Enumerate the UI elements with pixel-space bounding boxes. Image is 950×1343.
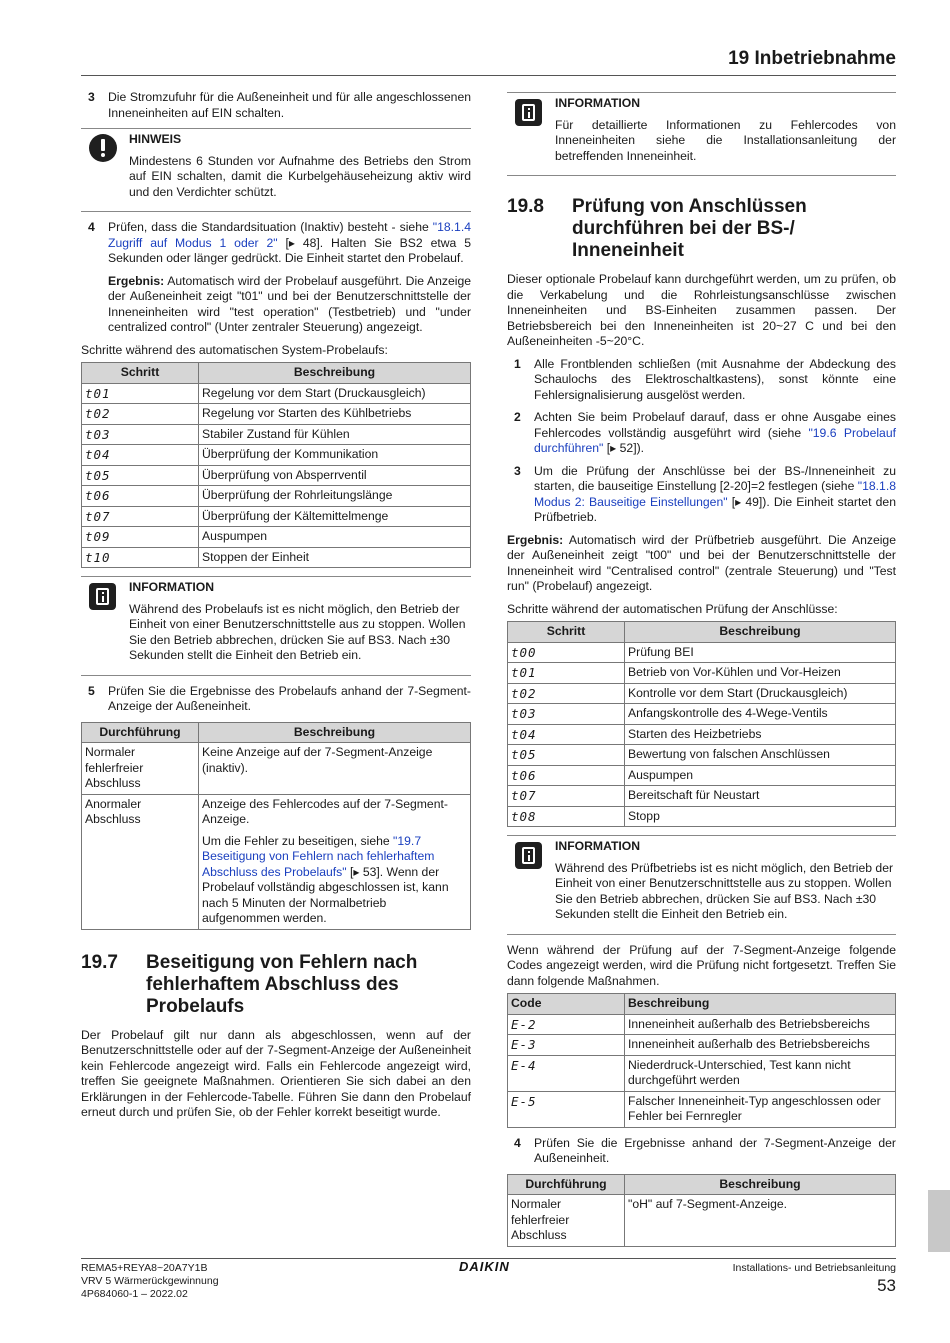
code-cell: E-4 (508, 1055, 625, 1091)
table-cell: Normaler fehlerfreier Abschluss (508, 1195, 625, 1247)
description-cell: Betrieb von Vor-Kühlen und Vor-Heizen (625, 663, 896, 684)
table-header: Schritt (508, 622, 625, 643)
step-text: Prüfen Sie die Ergebnisse anhand der 7-Segment-Anzeige der Außeneinheit. (534, 1135, 896, 1165)
code-cell: t00 (508, 642, 625, 663)
table-row (82, 465, 471, 486)
warning-icon (89, 134, 117, 162)
step-number: 4 (88, 220, 95, 234)
link-19-6[interactable]: "19.6 Probelauf durchführen" (534, 425, 897, 455)
code-cell: E-5 (508, 1091, 625, 1127)
table-row (508, 786, 896, 807)
check-results-table (507, 1174, 896, 1247)
table-header: Beschreibung (625, 622, 896, 643)
step-text (534, 464, 896, 526)
code-cell: t05 (508, 745, 625, 766)
table-row (508, 1195, 896, 1247)
description-cell: Überprüfung der Kältemittelmenge (199, 506, 471, 527)
link-18-1-4[interactable]: "18.1.4 Zugriff auf Modus 1 oder 2" (108, 220, 471, 250)
table-row (508, 724, 896, 745)
table-header: Beschreibung (625, 1174, 896, 1195)
table-intro: Schritte während der automatischen Prüfung der Anschlüsse: (507, 601, 838, 616)
step-3 (507, 464, 896, 526)
section-number: 19.8 (507, 196, 544, 217)
table-cell (199, 794, 471, 929)
description-cell: Prüfung BEI (625, 642, 896, 663)
ergebnis-label: Ergebnis: (108, 273, 165, 288)
description-cell: Überprüfung von Absperrventil (199, 465, 471, 486)
link-19-7[interactable]: "19.7 Beseitigung von Fehlern nach fehlerhaftem Abschluss des Probelaufs" (202, 833, 435, 879)
step-number: 2 (514, 410, 521, 424)
table-cell: Normaler fehlerfreier Abschluss (82, 743, 199, 795)
table-row (82, 506, 471, 527)
table-header: Beschreibung (625, 994, 896, 1015)
step-4 (507, 1136, 896, 1167)
code-cell: E-3 (508, 1035, 625, 1056)
code-cell: t08 (508, 806, 625, 827)
step-4 (81, 220, 471, 267)
step-text: Die Stromzufuhr für die Außeneinheit und für alle angeschlossenen Inneneinheiten auf EIN schalten. (108, 90, 471, 120)
ergebnis-label: Ergebnis: (507, 532, 564, 547)
description-cell: Überprüfung der Rohrleitungslänge (199, 486, 471, 507)
page-header-title: 19 Inbetriebnahme (728, 48, 896, 69)
description-cell: Bewertung von falschen Anschlüssen (625, 745, 896, 766)
description-cell: Anfangskontrolle des 4-Wege-Ventils (625, 704, 896, 725)
hinweis-box (81, 128, 471, 212)
text-span: [▸ 49]). Die Einheit startet den Prüfbetrieb. (534, 494, 896, 524)
step-number: 4 (514, 1135, 521, 1150)
description-cell: Starten des Heizbetriebs (625, 724, 896, 745)
description-cell: Regelung vor Starten des Kühlbetriebs (199, 404, 471, 425)
text-span: [▸ 52]). (603, 441, 645, 455)
table-row (508, 683, 896, 704)
description-cell: Niederdruck-Unterschied, Test kann nicht durchgeführt werden (625, 1055, 896, 1091)
table-header: Schritt (82, 363, 199, 384)
step-text: Prüfen Sie die Ergebnisse des Probelaufs anhand der 7-Segment-Anzeige der Außeneinheit. (108, 683, 471, 713)
footer-model: REMA5+REYA8~20A7Y1B (81, 1262, 208, 1274)
text-span: [▸ 48]. Halten Sie BS2 etwa 5 Sekunden oder länger gedrückt. Die Einheit startet den Probelauf. (108, 235, 471, 265)
note-text: Während des Prüfbetriebs ist es nicht möglich, den Betrieb der Einheit von einer Benutzerschnittstelle aus zu stoppen. Wollen Sie den Betrieb abbrechen, drücken Sie auf BS3. Nach ±30 Sekunden stellt die Einheit den Betrieb ein. (555, 860, 894, 921)
table-row (508, 806, 896, 827)
note-title: INFORMATION (555, 839, 641, 853)
cell-text: Anzeige des Fehlercodes auf der 7-Segment-Anzeige. (202, 796, 448, 826)
information-box (507, 92, 896, 176)
table-row (508, 1055, 896, 1091)
footer-doc-title: Installations- und Betriebsanleitung (732, 1262, 896, 1274)
left-column (81, 90, 471, 1128)
table-header: Durchführung (82, 722, 199, 743)
code-cell: t06 (82, 486, 199, 507)
table-cell: Keine Anzeige auf der 7-Segment-Anzeige (inaktiv). (199, 743, 471, 795)
note-text: Für detaillierte Informationen zu Fehlercodes von Inneneinheiten siehe die Installationsanleitung der betreffenden Inneneinheit. (555, 117, 896, 163)
code-cell: t03 (82, 424, 199, 445)
table-header: Code (508, 994, 625, 1015)
code-cell: t02 (508, 683, 625, 704)
table-row (508, 1014, 896, 1035)
codes-intro: Wenn während der Prüfung auf der 7-Segment-Anzeige folgende Codes angezeigt werden, wird die Prüfung nicht fortgesetzt. Treffen Sie dann folgende Maßnahmen. (507, 942, 896, 988)
description-cell: Bereitschaft für Neustart (625, 786, 896, 807)
step-2 (507, 410, 896, 457)
table-cell: "oH" auf 7-Segment-Anzeige. (625, 1195, 896, 1247)
section-title: Beseitigung von Fehlern nach fehlerhaftem Abschluss des Probelaufs (146, 951, 418, 1017)
step-3 (81, 90, 471, 121)
step-number: 1 (514, 356, 521, 371)
right-column (507, 92, 896, 1255)
text-span: Achten Sie beim Probelauf darauf, dass er ohne Ausgabe eines Fehlercodes vollständig ausgeführt wird (siehe (534, 410, 896, 440)
ergebnis-text: Automatisch wird der Prüfbetrieb ausgeführt. Die Anzeige der Außeneinheit zeigt "t00" und bei der Benutzerschnittstelle der Inneneinheit wird "Centralised control" (zentrale Steuerung) und "Test run" (Probelauf) angezeigt. (507, 532, 896, 593)
table-cell: Anormaler Abschluss (82, 794, 199, 929)
table-intro: Schritte während des automatischen System-Probelaufs: (81, 342, 388, 357)
table-row (82, 743, 471, 795)
table-row (508, 704, 896, 725)
section-heading-19-7 (81, 952, 471, 1018)
note-title: INFORMATION (129, 580, 215, 594)
note-text: Mindestens 6 Stunden vor Aufnahme des Betriebs den Strom auf EIN schalten, damit die Kurbelgehäuseheizung aktiv wird und den Verdichter schützt. (129, 153, 471, 199)
check-steps-table (507, 621, 896, 827)
section-text: Dieser optionale Probelauf kann durchgeführt werden, um zu prüfen, ob die Verkabelung und die Rohrleistungsanschlüsse zwischen Inneneinheiten und BS-Einheiten zusammen passen. Der Betriebsbereich bei den Inneneinheiten ist 20~27 C und bei den Außeneinheiten -5~20°C. (507, 272, 896, 348)
text-span: Um die Prüfung der Anschlüsse bei der BS-/Inneneinheit zu starten, die bauseitige Einstellung [2-20]=2 festlegen (siehe (534, 463, 896, 493)
table-row (82, 383, 471, 404)
table-row (82, 547, 471, 568)
table-row (508, 765, 896, 786)
text-span: [▸ 53]. Wenn der Probelauf vollständig abgeschlossen ist, kann nach 5 Minuten der Normalbetrieb aufgenommen werden. (202, 864, 449, 925)
code-cell: t05 (82, 465, 199, 486)
code-cell: t04 (82, 445, 199, 466)
description-cell: Überprüfung der Kommunikation (199, 445, 471, 466)
code-cell: t06 (508, 765, 625, 786)
description-cell: Regelung vor dem Start (Druckausgleich) (199, 383, 471, 404)
results-table (81, 722, 471, 930)
information-box (507, 835, 896, 935)
step-1 (507, 357, 896, 404)
table-row (508, 642, 896, 663)
description-cell: Stopp (625, 806, 896, 827)
section-heading-19-8 (507, 196, 896, 262)
table-row (508, 663, 896, 684)
note-title: INFORMATION (555, 96, 641, 110)
code-cell: t01 (82, 383, 199, 404)
daikin-logo: DAIKIN (459, 1259, 510, 1274)
note-text: Während des Probelaufs ist es nicht möglich, den Betrieb der Einheit von einer Benutzerschnittstelle aus zu stoppen. Wollen Sie den Betrieb abbrechen, drücken Sie auf BS3. Nach ±30 Sekunden stellt die Einheit den Betrieb ein. (129, 601, 466, 662)
ergebnis-paragraph (507, 533, 896, 595)
code-cell: t07 (508, 786, 625, 807)
info-icon (515, 99, 542, 126)
description-cell: Falscher Inneneinheit-Typ angeschlossen oder Fehler bei Fernregler (625, 1091, 896, 1127)
code-cell: t09 (82, 527, 199, 548)
text-span: Um die Fehler zu beseitigen, siehe (202, 833, 394, 848)
footer-docnum: 4P684060-1 – 2022.02 (81, 1288, 188, 1300)
code-cell: t02 (82, 404, 199, 425)
code-cell: t03 (508, 704, 625, 725)
code-cell: t04 (508, 724, 625, 745)
description-cell: Auspumpen (625, 765, 896, 786)
description-cell: Stabiler Zustand für Kühlen (199, 424, 471, 445)
page-number: 53 (877, 1276, 896, 1295)
step-number: 3 (88, 90, 95, 104)
code-cell: t01 (508, 663, 625, 684)
table-row (82, 424, 471, 445)
information-box (81, 576, 471, 676)
info-icon (515, 842, 542, 869)
footer-left (81, 1262, 219, 1301)
info-icon (89, 583, 116, 610)
code-cell: E-2 (508, 1014, 625, 1035)
footer-product: VRV 5 Wärmerückgewinnung (81, 1275, 219, 1287)
step-number: 5 (88, 683, 95, 698)
table-header: Beschreibung (199, 363, 471, 384)
description-cell: Inneneinheit außerhalb des Betriebsbereichs (625, 1014, 896, 1035)
cell-text (202, 834, 467, 927)
error-codes-table (507, 993, 896, 1128)
step-5 (81, 684, 471, 715)
note-title: HINWEIS (129, 132, 182, 146)
code-cell: t10 (82, 547, 199, 568)
header-divider (81, 75, 896, 76)
section-text: Der Probelauf gilt nur dann als abgeschlossen, wenn auf der Benutzerschnittstelle oder auf der 7-Segment-Anzeige der Außeneinheit kein Fehlercode angezeigt wird. Falls ein Fehlercode angezeigt wird, treffen Sie geeignete Maßnahmen. Orientieren Sie sich dabei an den Erklärungen in der Fehlercode-Tabelle. Führen Sie dann den Probelauf erneut durch und prüfen Sie, ob der Fehler korrekt beseitigt wurde. (81, 1027, 471, 1119)
table-row (508, 1091, 896, 1127)
table-row (82, 404, 471, 425)
table-row (82, 527, 471, 548)
ergebnis-text: Automatisch wird der Probelauf ausgeführt. Die Anzeige der Außeneinheit zeigt "t01" und bei der Benutzerschnittstelle der Inneneinheiten wird "test operation" (Testbetrieb) und "under centralized control" (Unter zentraler Steuerung) angezeigt. (108, 273, 471, 334)
table-row (82, 794, 471, 929)
table-row (82, 445, 471, 466)
ergebnis-paragraph (108, 274, 471, 336)
step-text (534, 410, 896, 457)
text-span: Prüfen, dass die Standardsituation (Inaktiv) besteht - siehe (108, 220, 433, 234)
code-cell: t07 (82, 506, 199, 527)
section-title: Prüfung von Anschlüssen durchführen bei der BS-/ Inneneinheit (572, 196, 807, 261)
table-row (508, 1035, 896, 1056)
description-cell: Kontrolle vor dem Start (Druckausgleich) (625, 683, 896, 704)
step-text: Alle Frontblenden schließen (mit Ausnahme der Abdeckung des Schaulochs des Elektroschaltkastens), sonst könnte eine Fehlersignalisierung ausgelöst werden. (534, 356, 896, 402)
table-row (82, 486, 471, 507)
table-header: Durchführung (508, 1174, 625, 1195)
step-text (108, 220, 471, 267)
chapter-tab (928, 1190, 950, 1252)
description-cell: Inneneinheit außerhalb des Betriebsbereichs (625, 1035, 896, 1056)
description-cell: Auspumpen (199, 527, 471, 548)
table-header: Beschreibung (199, 722, 471, 743)
table-row (508, 745, 896, 766)
link-18-1-8[interactable]: "18.1.8 Modus 2: Bauseitige Einstellungen" (534, 479, 896, 509)
section-number: 19.7 (81, 951, 118, 973)
step-number: 3 (514, 463, 521, 478)
probelauf-steps-table (81, 362, 471, 568)
description-cell: Stoppen der Einheit (199, 547, 471, 568)
